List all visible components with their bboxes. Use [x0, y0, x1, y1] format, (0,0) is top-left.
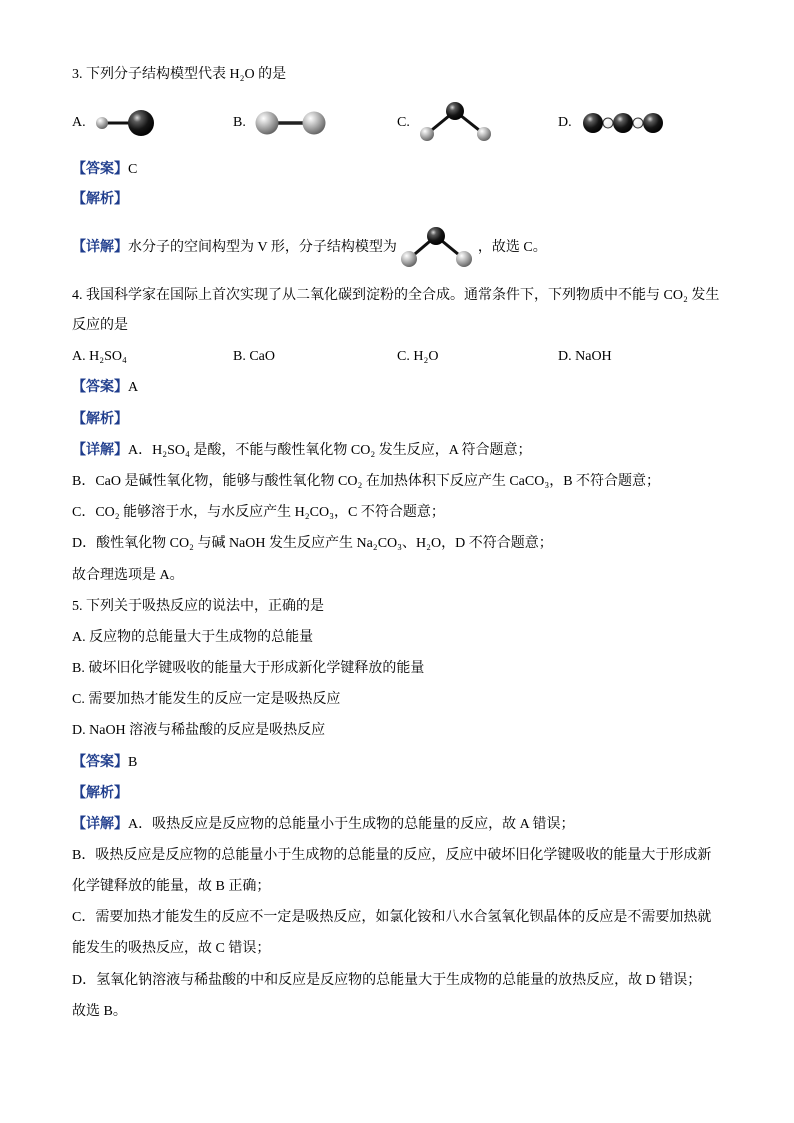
q4-detail-line [72, 441, 532, 461]
option-label: B. [233, 349, 246, 364]
q5-answer-line [72, 753, 137, 773]
bent-model-black-center-two-grey-atoms-icon [416, 100, 496, 146]
question-4-stem-line: 4. 我国科学家在国际上首次实现了从二氧化碳到淀粉的全合成。通常条件下，下列物质中不能与 CO₂ 发生 [72, 288, 720, 303]
q4-answer-line [72, 378, 138, 398]
black-atom [427, 227, 445, 245]
q4-option-a [72, 347, 127, 367]
q3-analysis-line [72, 190, 128, 210]
grey-atom [477, 127, 491, 141]
q3-option-c-label: C. [397, 115, 410, 130]
detail-text-before: 水分子的空间构型为 V 形，分子结构模型为 [128, 240, 397, 255]
detail-text: A．吸热反应是反应物的总能量小于生成物的总能量的反应，故 A 错误； [128, 817, 575, 832]
q3-detail-line [72, 225, 547, 271]
black-atom [446, 102, 464, 120]
q5-option-a [72, 628, 313, 648]
option-text: H₂SO₄ [89, 349, 127, 364]
answer-value: C [128, 162, 138, 177]
black-atom [613, 113, 633, 133]
q4-detail-line: D．酸性氧化物 CO₂ 与碱 NaOH 发生反应产生 Na₂CO₃、H₂O，D 不符合题意； [72, 536, 553, 551]
option-label: D. [72, 723, 86, 738]
q4-option-d [558, 347, 612, 367]
q5-option-d [72, 721, 325, 741]
q3-option-b-label: B. [233, 115, 246, 130]
grey-atom [96, 117, 108, 129]
question-4-stem-line: 反应的是 [72, 318, 128, 333]
detail-tag: 【详解】 [72, 443, 128, 458]
detail-tag: 【详解】 [72, 817, 128, 832]
linear-model-small-grey-atom-large-black-atom-icon [90, 106, 162, 140]
option-text: H₂O [413, 349, 439, 364]
option-text: CaO [249, 349, 276, 364]
black-atom [643, 113, 663, 133]
q5-analysis-line [72, 784, 128, 804]
grey-atom [256, 112, 279, 135]
black-atom [128, 110, 154, 136]
option-label: A. [72, 349, 86, 364]
q4-detail-line: 故合理选项是 A。 [72, 568, 184, 583]
detail-tag: 【详解】 [72, 240, 128, 255]
answer-tag: 【答案】 [72, 755, 128, 770]
white-atom [633, 118, 643, 128]
option-label: B. [72, 661, 85, 676]
question-5-stem: 5. 下列关于吸热反应的说法中，正确的是 [72, 599, 324, 614]
question-3-stem: 3. 下列分子结构模型代表 H₂O 的是 [72, 67, 287, 82]
q4-detail-line: C．CO₂ 能够溶于水，与水反应产生 H₂CO₃，C 不符合题意； [72, 505, 445, 520]
q5-detail-line: D．氢氧化钠溶液与稀盐酸的中和反应是反应物的总能量大于生成物的总能量的放热反应，故 D 错误； [72, 973, 702, 988]
q4-option-b [233, 347, 275, 367]
grey-atom [456, 251, 472, 267]
black-atom [583, 113, 603, 133]
q5-detail-line: 化学键释放的能量，故 B 正确； [72, 879, 271, 894]
q4-option-c [397, 347, 438, 367]
detail-text-after: ，故选 C。 [477, 240, 547, 255]
analysis-tag: 【解析】 [72, 412, 128, 427]
q5-option-c [72, 690, 340, 710]
option-label: D. [558, 349, 572, 364]
answer-value: B [128, 755, 138, 770]
detail-text: A．H₂SO₄ 是酸，不能与酸性氧化物 CO₂ 发生反应，A 符合题意； [128, 443, 532, 458]
grey-atom [420, 127, 434, 141]
answer-value: A [128, 380, 139, 395]
q4-analysis-line [72, 410, 128, 430]
bent-model-black-center-two-grey-atoms-icon [399, 225, 475, 271]
grey-atom [401, 251, 417, 267]
option-label: A. [72, 630, 86, 645]
q4-detail-line: B．CaO 是碱性氧化物，能够与酸性氧化物 CO₂ 在加热体积下反应产生 CaCO₃，B 不符合题意； [72, 474, 661, 489]
option-text: 需要加热才能发生的反应一定是吸热反应 [88, 692, 341, 707]
option-label: C. [72, 692, 85, 707]
q3-option-a-label: A. [72, 115, 86, 130]
q5-detail-line: 能发生的吸热反应，故 C 错误； [72, 941, 271, 956]
white-atom [603, 118, 613, 128]
q5-detail-line: C．需要加热才能发生的反应不一定是吸热反应，如氯化铵和八水合氢氧化钡晶体的反应是不需要加热就 [72, 910, 712, 925]
option-text: 反应物的总能量大于生成物的总能量 [89, 630, 314, 645]
linear-model-two-grey-atoms-icon [252, 109, 328, 137]
analysis-tag: 【解析】 [72, 192, 128, 207]
q5-detail-line [72, 815, 574, 835]
option-label: C. [397, 349, 410, 364]
analysis-tag: 【解析】 [72, 786, 128, 801]
option-text: NaOH [575, 349, 612, 364]
option-text: 破坏旧化学键吸收的能量大于形成新化学键释放的能量 [88, 661, 425, 676]
linear-chain-model-black-white-atoms-icon [580, 111, 666, 135]
q5-detail-line: B．吸热反应是反应物的总能量小于生成物的总能量的反应，反应中破坏旧化学键吸收的能量大于形成新 [72, 848, 712, 863]
q5-detail-line: 故选 B。 [72, 1004, 127, 1019]
q3-answer-line [72, 160, 137, 180]
answer-tag: 【答案】 [72, 380, 128, 395]
q5-option-b [72, 659, 424, 679]
q3-option-d-label: D. [558, 115, 572, 130]
option-text: NaOH 溶液与稀盐酸的反应是吸热反应 [89, 723, 326, 738]
grey-atom [303, 112, 326, 135]
answer-tag: 【答案】 [72, 162, 128, 177]
